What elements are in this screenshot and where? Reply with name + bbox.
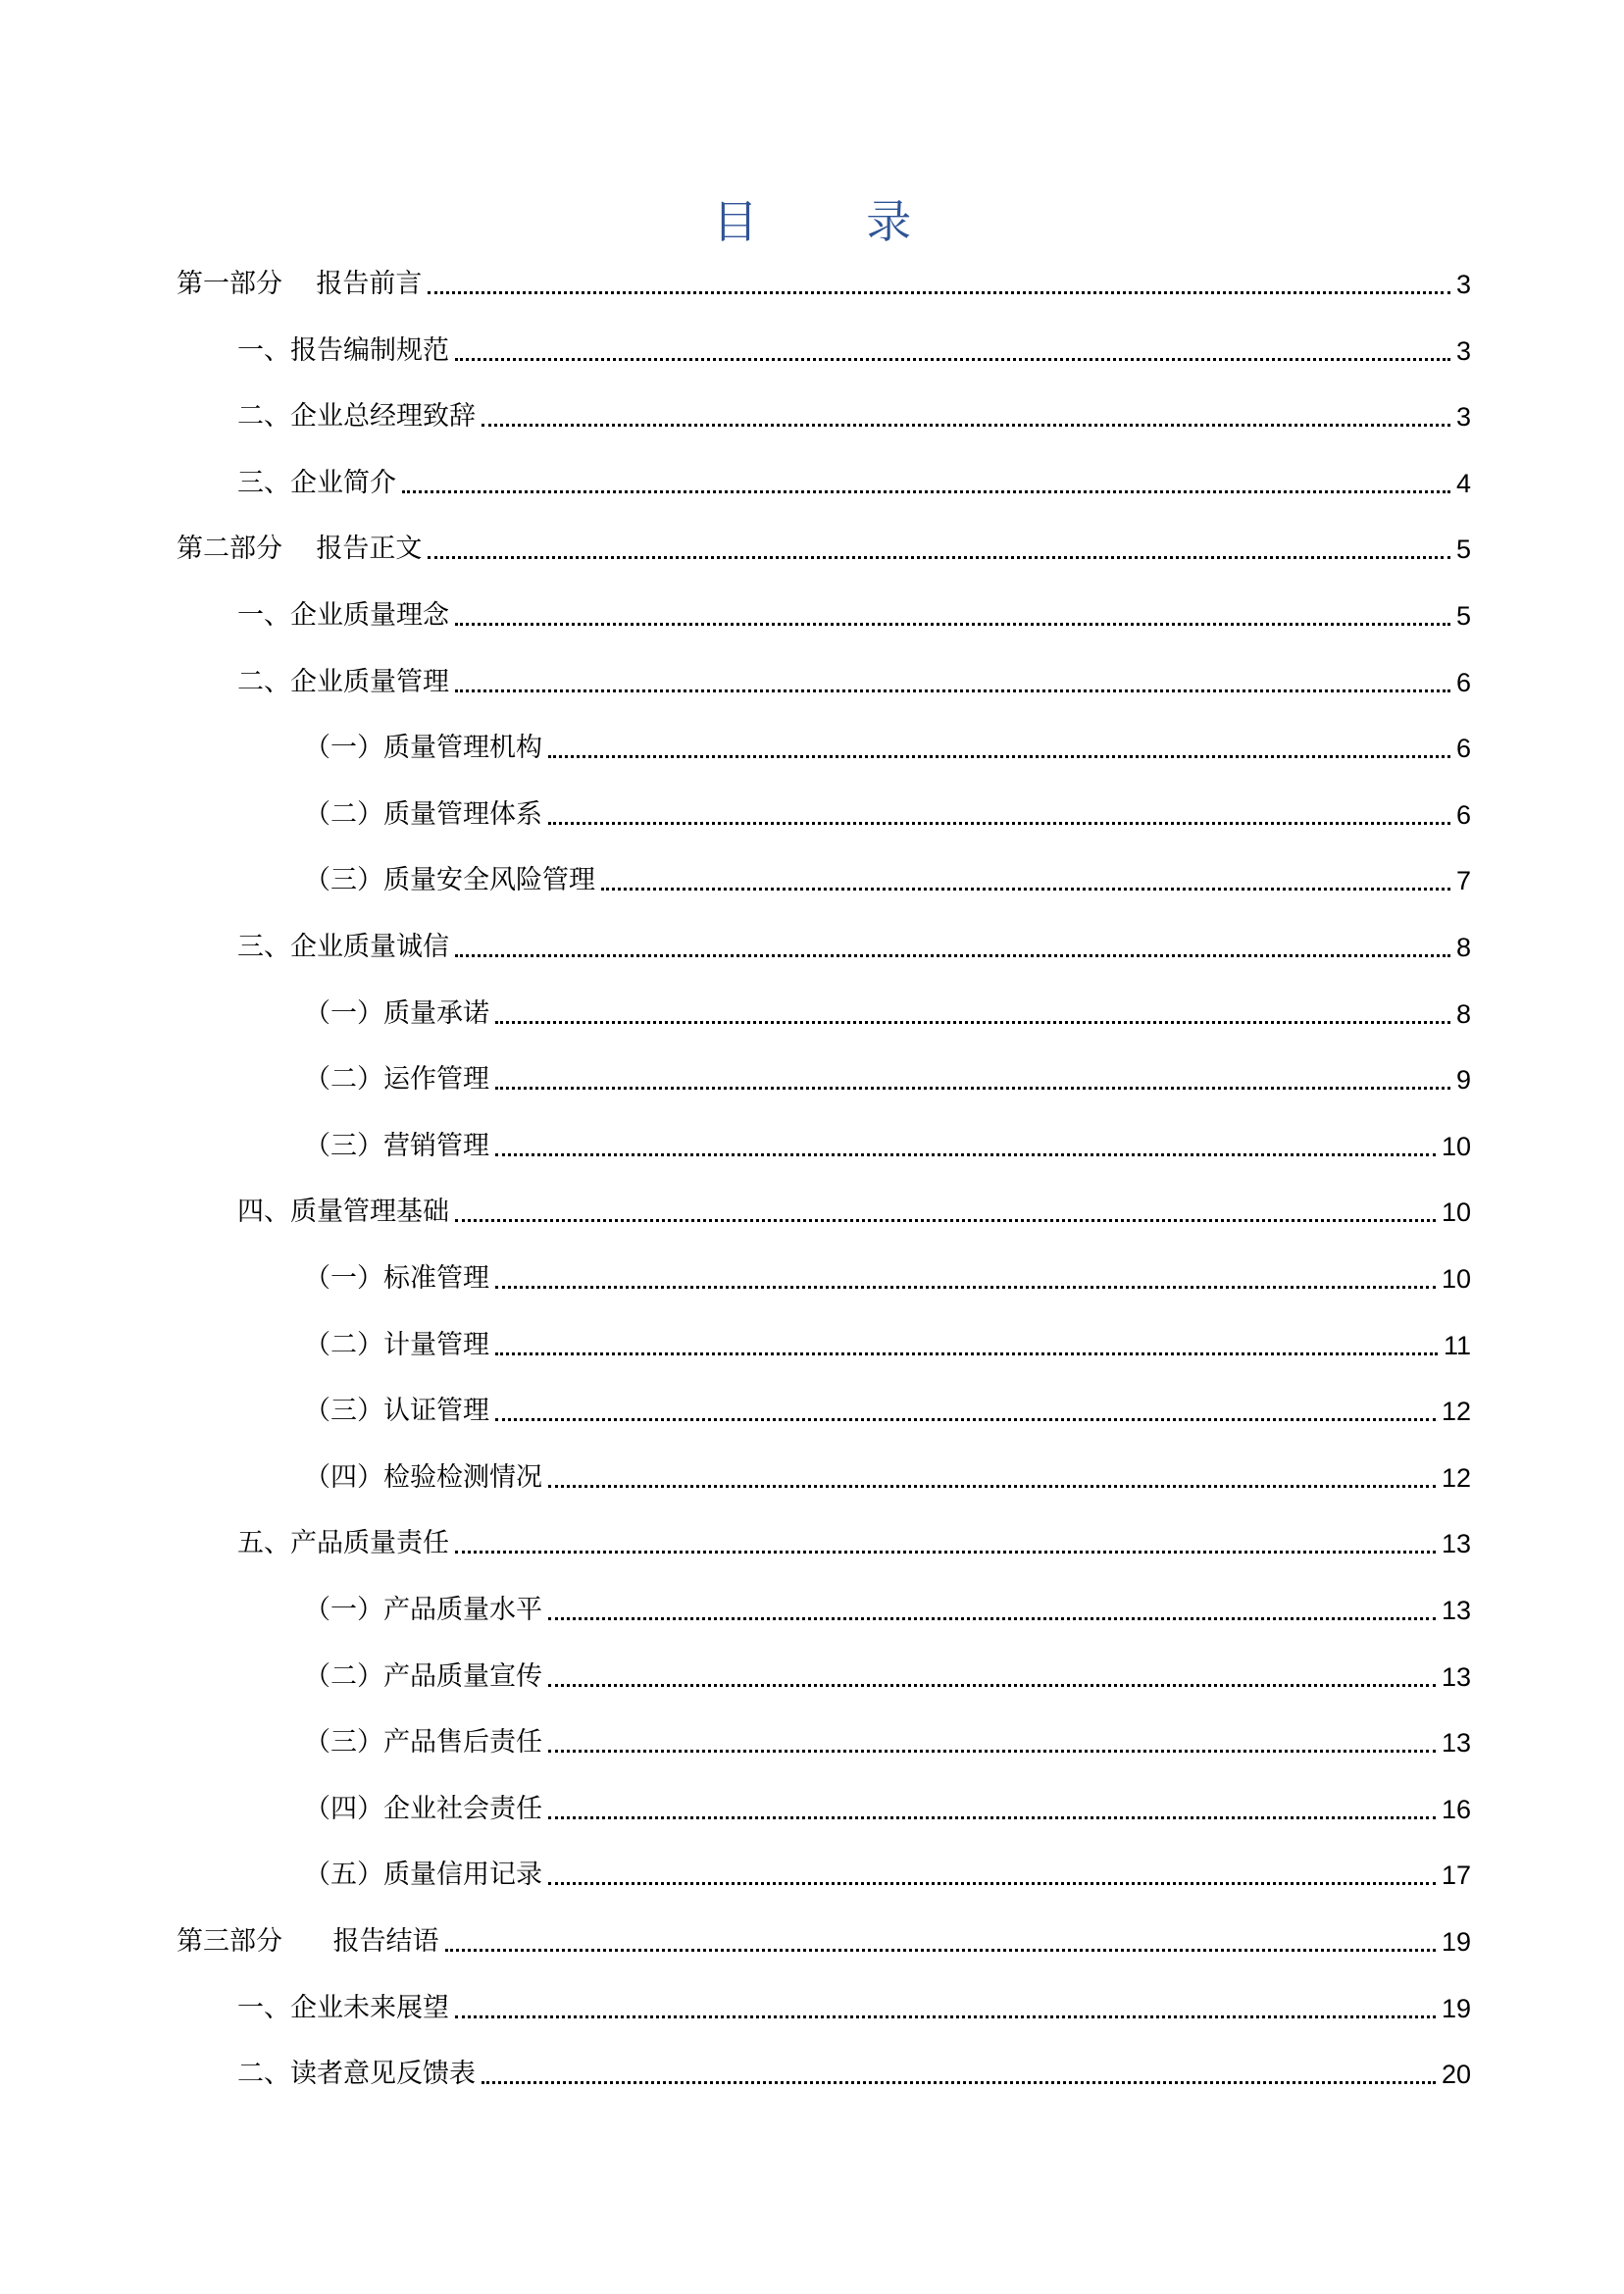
toc-entry-text: 一、企业未来展望 xyxy=(237,1992,449,2023)
toc-entry-text: （三）认证管理 xyxy=(304,1396,489,1427)
toc-page-number: 3 xyxy=(1455,402,1471,433)
toc-page-number: 4 xyxy=(1455,468,1471,498)
toc-dot-leader xyxy=(428,291,1450,294)
toc-entry[interactable] xyxy=(237,1989,1471,2028)
toc-page-number: 13 xyxy=(1441,1596,1471,1625)
toc-entry[interactable] xyxy=(237,1524,1471,1563)
toc-entry-text: （一）质量管理机构 xyxy=(304,733,542,764)
toc-entry-text: 二、企业质量管理 xyxy=(237,666,449,697)
toc-page-number: 3 xyxy=(1455,270,1471,299)
toc-page-number: 8 xyxy=(1455,933,1471,962)
toc-entry-text: 三、企业简介 xyxy=(237,467,396,498)
toc-dot-leader xyxy=(495,1286,1436,1289)
toc-page-number: 10 xyxy=(1441,1264,1471,1294)
toc-entry-text: （三）质量安全风险管理 xyxy=(304,865,595,896)
toc-page-number: 13 xyxy=(1441,1661,1471,1692)
toc-entry-text: 四、质量管理基础 xyxy=(237,1197,449,1228)
toc-entry[interactable] xyxy=(304,1856,1471,1895)
toc-dot-leader xyxy=(428,556,1450,559)
toc-dot-leader xyxy=(601,888,1450,891)
toc-page-number: 13 xyxy=(1441,1529,1471,1559)
toc-entry-text: （二）产品质量宣传 xyxy=(304,1660,542,1692)
toc-entry-text: （四）企业社会责任 xyxy=(304,1793,542,1824)
toc-entry-text: 五、产品质量责任 xyxy=(237,1528,449,1559)
toc-dot-leader xyxy=(548,822,1450,825)
toc-entry-text: 二、企业总经理致辞 xyxy=(237,401,476,433)
toc-entry[interactable] xyxy=(304,1790,1471,1829)
toc-entry-text: （一）质量承诺 xyxy=(304,997,489,1029)
toc-entry[interactable] xyxy=(237,928,1471,967)
toc-page-number: 20 xyxy=(1441,2060,1471,2090)
toc-page-number: 17 xyxy=(1441,1861,1471,1891)
toc-dot-leader xyxy=(482,2081,1436,2084)
toc-entry-text: （二）计量管理 xyxy=(304,1329,489,1360)
toc-entry-text: （二）质量管理体系 xyxy=(304,798,542,830)
toc-entry[interactable] xyxy=(237,596,1471,636)
toc-page-number: 6 xyxy=(1455,734,1471,764)
toc-entry[interactable] xyxy=(237,2055,1471,2094)
toc-entry-text: （一）产品质量水平 xyxy=(304,1595,542,1625)
toc-entry[interactable] xyxy=(177,1922,1471,1962)
toc-dot-leader xyxy=(495,1087,1450,1090)
toc-dot-leader xyxy=(495,1153,1436,1156)
toc-entry[interactable] xyxy=(237,663,1471,702)
toc-dot-leader xyxy=(455,623,1450,626)
toc-entry[interactable] xyxy=(304,1392,1471,1431)
toc-entry[interactable] xyxy=(237,331,1471,371)
toc-entry[interactable] xyxy=(304,1326,1471,1365)
toc-entry[interactable] xyxy=(304,994,1471,1034)
toc-entry-text: 第三部分 报告结语 xyxy=(177,1926,439,1957)
toc-dot-leader xyxy=(548,1485,1436,1488)
toc-entry-text: （一）标准管理 xyxy=(304,1263,489,1294)
toc-dot-leader xyxy=(548,755,1450,758)
toc-entry-text: 第一部分 报告前言 xyxy=(177,269,423,299)
toc-entry-text: 三、企业质量诚信 xyxy=(237,932,449,962)
toc-entry-text: （三）营销管理 xyxy=(304,1130,489,1161)
toc-dot-leader xyxy=(455,1219,1436,1222)
toc-dot-leader xyxy=(455,1551,1436,1554)
toc-page-number: 11 xyxy=(1443,1330,1471,1360)
toc-page-number: 6 xyxy=(1455,799,1471,830)
toc-page-number: 8 xyxy=(1455,998,1471,1029)
toc-page-number: 5 xyxy=(1455,535,1471,565)
toc-dot-leader xyxy=(495,1418,1436,1421)
toc-page-number: 10 xyxy=(1441,1198,1471,1228)
toc-dot-leader xyxy=(445,1949,1436,1952)
toc-entry-text: （二）运作管理 xyxy=(304,1064,489,1096)
toc-dot-leader xyxy=(455,689,1450,692)
toc-entry[interactable] xyxy=(177,530,1471,569)
toc-entry-text: 二、读者意见反馈表 xyxy=(237,2059,476,2090)
toc-entry[interactable] xyxy=(177,265,1471,304)
toc-dot-leader xyxy=(495,1352,1438,1355)
toc-entry[interactable] xyxy=(237,397,1471,436)
toc-page-number: 9 xyxy=(1455,1065,1471,1096)
toc-entry[interactable] xyxy=(304,1259,1471,1299)
toc-page-number: 12 xyxy=(1441,1462,1471,1493)
toc-page-number: 19 xyxy=(1441,1993,1471,2023)
toc-entry[interactable] xyxy=(304,1458,1471,1498)
toc-page-number: 16 xyxy=(1441,1794,1471,1824)
toc-page-number: 5 xyxy=(1455,601,1471,631)
toc-title: 目 录 xyxy=(712,195,959,248)
toc-page-number: 12 xyxy=(1441,1397,1471,1427)
toc-dot-leader xyxy=(402,490,1450,493)
toc-entry-text: （四）检验检测情况 xyxy=(304,1461,542,1493)
toc-dot-leader xyxy=(455,954,1450,957)
toc-page-number: 3 xyxy=(1455,335,1471,366)
toc-entry-text: 一、报告编制规范 xyxy=(237,334,449,366)
toc-entry-text: 一、企业质量理念 xyxy=(237,600,449,631)
toc-entry[interactable] xyxy=(304,1657,1471,1697)
toc-page-number: 7 xyxy=(1455,866,1471,896)
toc-page-number: 13 xyxy=(1441,1728,1471,1759)
toc-dot-leader xyxy=(455,2015,1436,2018)
toc-dot-leader xyxy=(495,1021,1450,1024)
toc-entry-text: （五）质量信用记录 xyxy=(304,1860,542,1891)
toc-entry[interactable] xyxy=(304,861,1471,900)
toc-entry[interactable] xyxy=(304,1723,1471,1762)
toc-page-number: 6 xyxy=(1455,667,1471,697)
toc-entry[interactable] xyxy=(304,795,1471,835)
toc-entry[interactable] xyxy=(304,1060,1471,1099)
toc-dot-leader xyxy=(548,1617,1436,1620)
toc-entry[interactable] xyxy=(237,464,1471,503)
toc-page-number: 19 xyxy=(1441,1927,1471,1957)
toc-dot-leader xyxy=(548,1816,1436,1819)
toc-entry-text: （三）产品售后责任 xyxy=(304,1727,542,1759)
toc-entry[interactable] xyxy=(304,1591,1471,1630)
toc-entry-text: 第二部分 报告正文 xyxy=(177,534,423,565)
toc-dot-leader xyxy=(482,424,1450,427)
toc-entry[interactable] xyxy=(304,729,1471,768)
toc-page-number: 10 xyxy=(1441,1131,1471,1161)
toc-entry[interactable] xyxy=(237,1193,1471,1232)
toc-dot-leader xyxy=(548,1882,1436,1885)
toc-dot-leader xyxy=(548,1684,1436,1687)
toc-entry[interactable] xyxy=(304,1127,1471,1166)
toc-dot-leader xyxy=(455,358,1450,361)
toc-dot-leader xyxy=(548,1750,1436,1753)
